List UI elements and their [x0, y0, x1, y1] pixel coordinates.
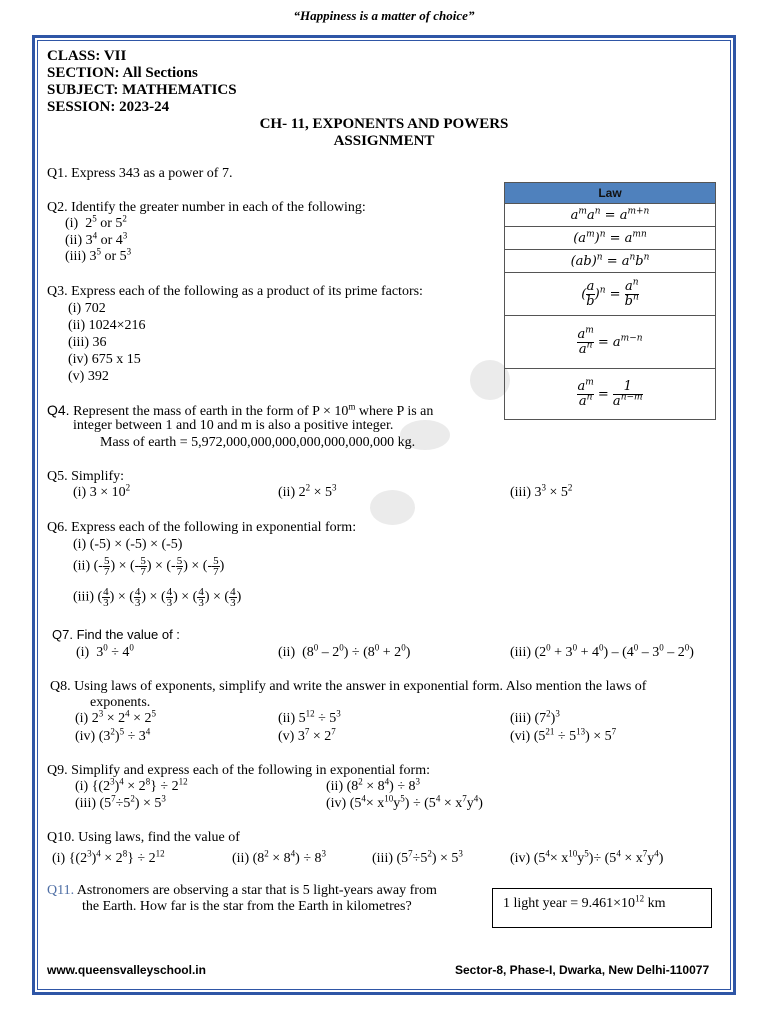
q7-i: (i) $3^0 \div 4^0$: [76, 642, 134, 660]
q8-iii: (iii) $(7^2)^3$: [510, 708, 560, 726]
q8-vi: (vi) $(5^{21} \div 5^{13}) \times 5^7$: [510, 726, 617, 744]
q5-ii: (ii) $2^2 \times 5^3$: [278, 482, 337, 500]
q8-ii: (ii) $5^{12} \div 5^3$: [278, 708, 341, 726]
q1: Q1. Express 343 as a power of 7.: [47, 166, 233, 181]
q10-ii: (ii) $(8^2 \times 8^4) \div 8^3$: [232, 848, 327, 866]
q8-v: (v) $3^7 \times 2^7$: [278, 726, 336, 744]
law-power: $(a^m)^n = a^{mn}$: [505, 227, 716, 250]
q6-i: (i) (-5) × (-5) × (-5): [73, 537, 183, 552]
q3-item: (iii) 36: [68, 335, 107, 350]
q2-i: (i) $2^5$ or $5^2$: [65, 213, 127, 231]
q9-i: (i) $\{(2^3)^4 \times 2^8\} \div 2^{12}$: [75, 776, 188, 794]
q3-text: Q3. Express each of the following as a product of its prime factors:: [47, 284, 423, 299]
q8-i: (i) $2^3 \times 2^4 \times 2^5$: [75, 708, 157, 726]
q10-i: (i) $\{(2^3)^4 \times 2^8\} \div 2^{12}$: [52, 848, 165, 866]
q3-item: (iv) 675 x 15: [68, 352, 141, 367]
q6-text: Q6. Express each of the following in exponential form:: [47, 520, 357, 535]
q9-text: Q9. Simplify and express each of the following in exponential form:: [47, 763, 430, 778]
footer-website[interactable]: www.queensvalleyschool.in: [47, 963, 206, 977]
q2-iii: (iii) $3^5$ or $5^3$: [65, 246, 132, 264]
q8-line1: Q8. Using laws of exponents, simplify and write the answer in exponential form. Also mention the laws of: [50, 679, 647, 694]
q4-line2: integer between 1 and 10 and m is also a positive integer.: [73, 418, 394, 433]
q8-line2: exponents.: [90, 695, 151, 710]
q11-line2: the Earth. How far is the star from the Earth in kilometres?: [82, 899, 412, 914]
q7-ii: (ii) $(8^0 - 2^0) \div (8^0 + 2^0)$: [278, 642, 411, 660]
law-product-power: $(ab)^n = a^nb^n$: [505, 250, 716, 273]
q3-item: (v) 392: [68, 369, 109, 384]
law-quotient-reciprocal: $\frac{a^m}{a^n}$ = $\frac{1}{a^{n-m}}$: [505, 369, 716, 420]
q9-iv: (iv) $(5^4\times x^{10}y^5) \div (5^4 \times x^7y^4)$: [326, 793, 483, 811]
laws-table-header: Law: [505, 183, 716, 204]
q8-iv: (iv) $(3^2)^5 \div 3^4$: [75, 726, 151, 744]
q5-i: (i) $3 \times 10^2$: [73, 482, 131, 500]
law-quotient-power: ( $\frac{a}{b}$ )$^n$ = $\frac{a^n}{b^n}$: [505, 273, 716, 316]
q7-text: Q7. Find the value of :: [52, 627, 180, 642]
law-quotient: $\frac{a^m}{a^n}$ = $a^{m-n}$: [505, 316, 716, 369]
q6-iii: (iii) ( $\frac{4}{3}$ ) × ( $\frac{4}{3}$ ) × ( $\frac{4}{3}$ ) × ( $\frac{4}{3}$ ) × ( $\frac{4}{3}$ ): [73, 586, 242, 609]
law-product: $a^ma^n = a^{m+n}$: [505, 204, 716, 227]
q3-item: (i) 702: [68, 301, 106, 316]
chapter-title: CH- 11, EXPONENTS AND POWERS: [259, 116, 509, 132]
q4-line1: Q4. Represent the mass of earth in the form of $P \times 10^m$ where P is an: [47, 401, 434, 419]
watermark: [370, 490, 415, 525]
q4-line3: Mass of earth = 5,972,000,000,000,000,000,000,000 kg.: [100, 435, 416, 450]
assignment-title: ASSIGNMENT: [333, 133, 435, 149]
q10-text: Q10. Using laws, find the value of: [47, 830, 240, 845]
q2-ii: (ii) $3^4$ or $4^3$: [65, 230, 128, 248]
q5-text: Q5. Simplify:: [47, 469, 125, 484]
q3-item: (ii) 1024×216: [68, 318, 146, 333]
q6-ii: (ii) (- $\frac{5}{7}$ ) × (- $\frac{5}{7}$ ) × (- $\frac{5}{7}$ ) × (- $\frac{5}{7}$ ): [73, 555, 225, 578]
section-label: SECTION: All Sections: [47, 65, 198, 81]
q10-iii: (iii) $(5^7\div 5^2) \times 5^3$: [372, 848, 463, 866]
q2-text: Q2. Identify the greater number in each of the following:: [47, 200, 366, 215]
laws-table: [504, 182, 716, 420]
footer-address: Sector-8, Phase-I, Dwarka, New Delhi-110077: [455, 963, 710, 977]
q7-iii: (iii) $(2^0 + 3^0 + 4^0) - (4^0 - 3^0 - 2^0)$: [510, 642, 694, 660]
q10-iv: (iv) $(5^4\times x^{10}y^5)\div (5^4 \times x^7y^4)$: [510, 848, 664, 866]
q9-iii: (iii) $(5^7\div 5^2) \times 5^3$: [75, 793, 166, 811]
light-year-box: 1 light year = $9.461\times 10^{12}$ km: [492, 888, 712, 928]
q5-iii: (iii) $3^3 \times 5^2$: [510, 482, 573, 500]
subject-label: SUBJECT: MATHEMATICS: [47, 82, 237, 98]
session-label: SESSION: 2023-24: [47, 99, 170, 115]
q11-line1: Q11. Astronomers are observing a star that is 5 light-years away from: [47, 883, 437, 898]
q9-ii: (ii) $(8^2 \times 8^4) \div 8^3$: [326, 776, 421, 794]
motto: “Happiness is a matter of choice”: [293, 8, 475, 23]
class-label: CLASS: VII: [47, 48, 127, 64]
